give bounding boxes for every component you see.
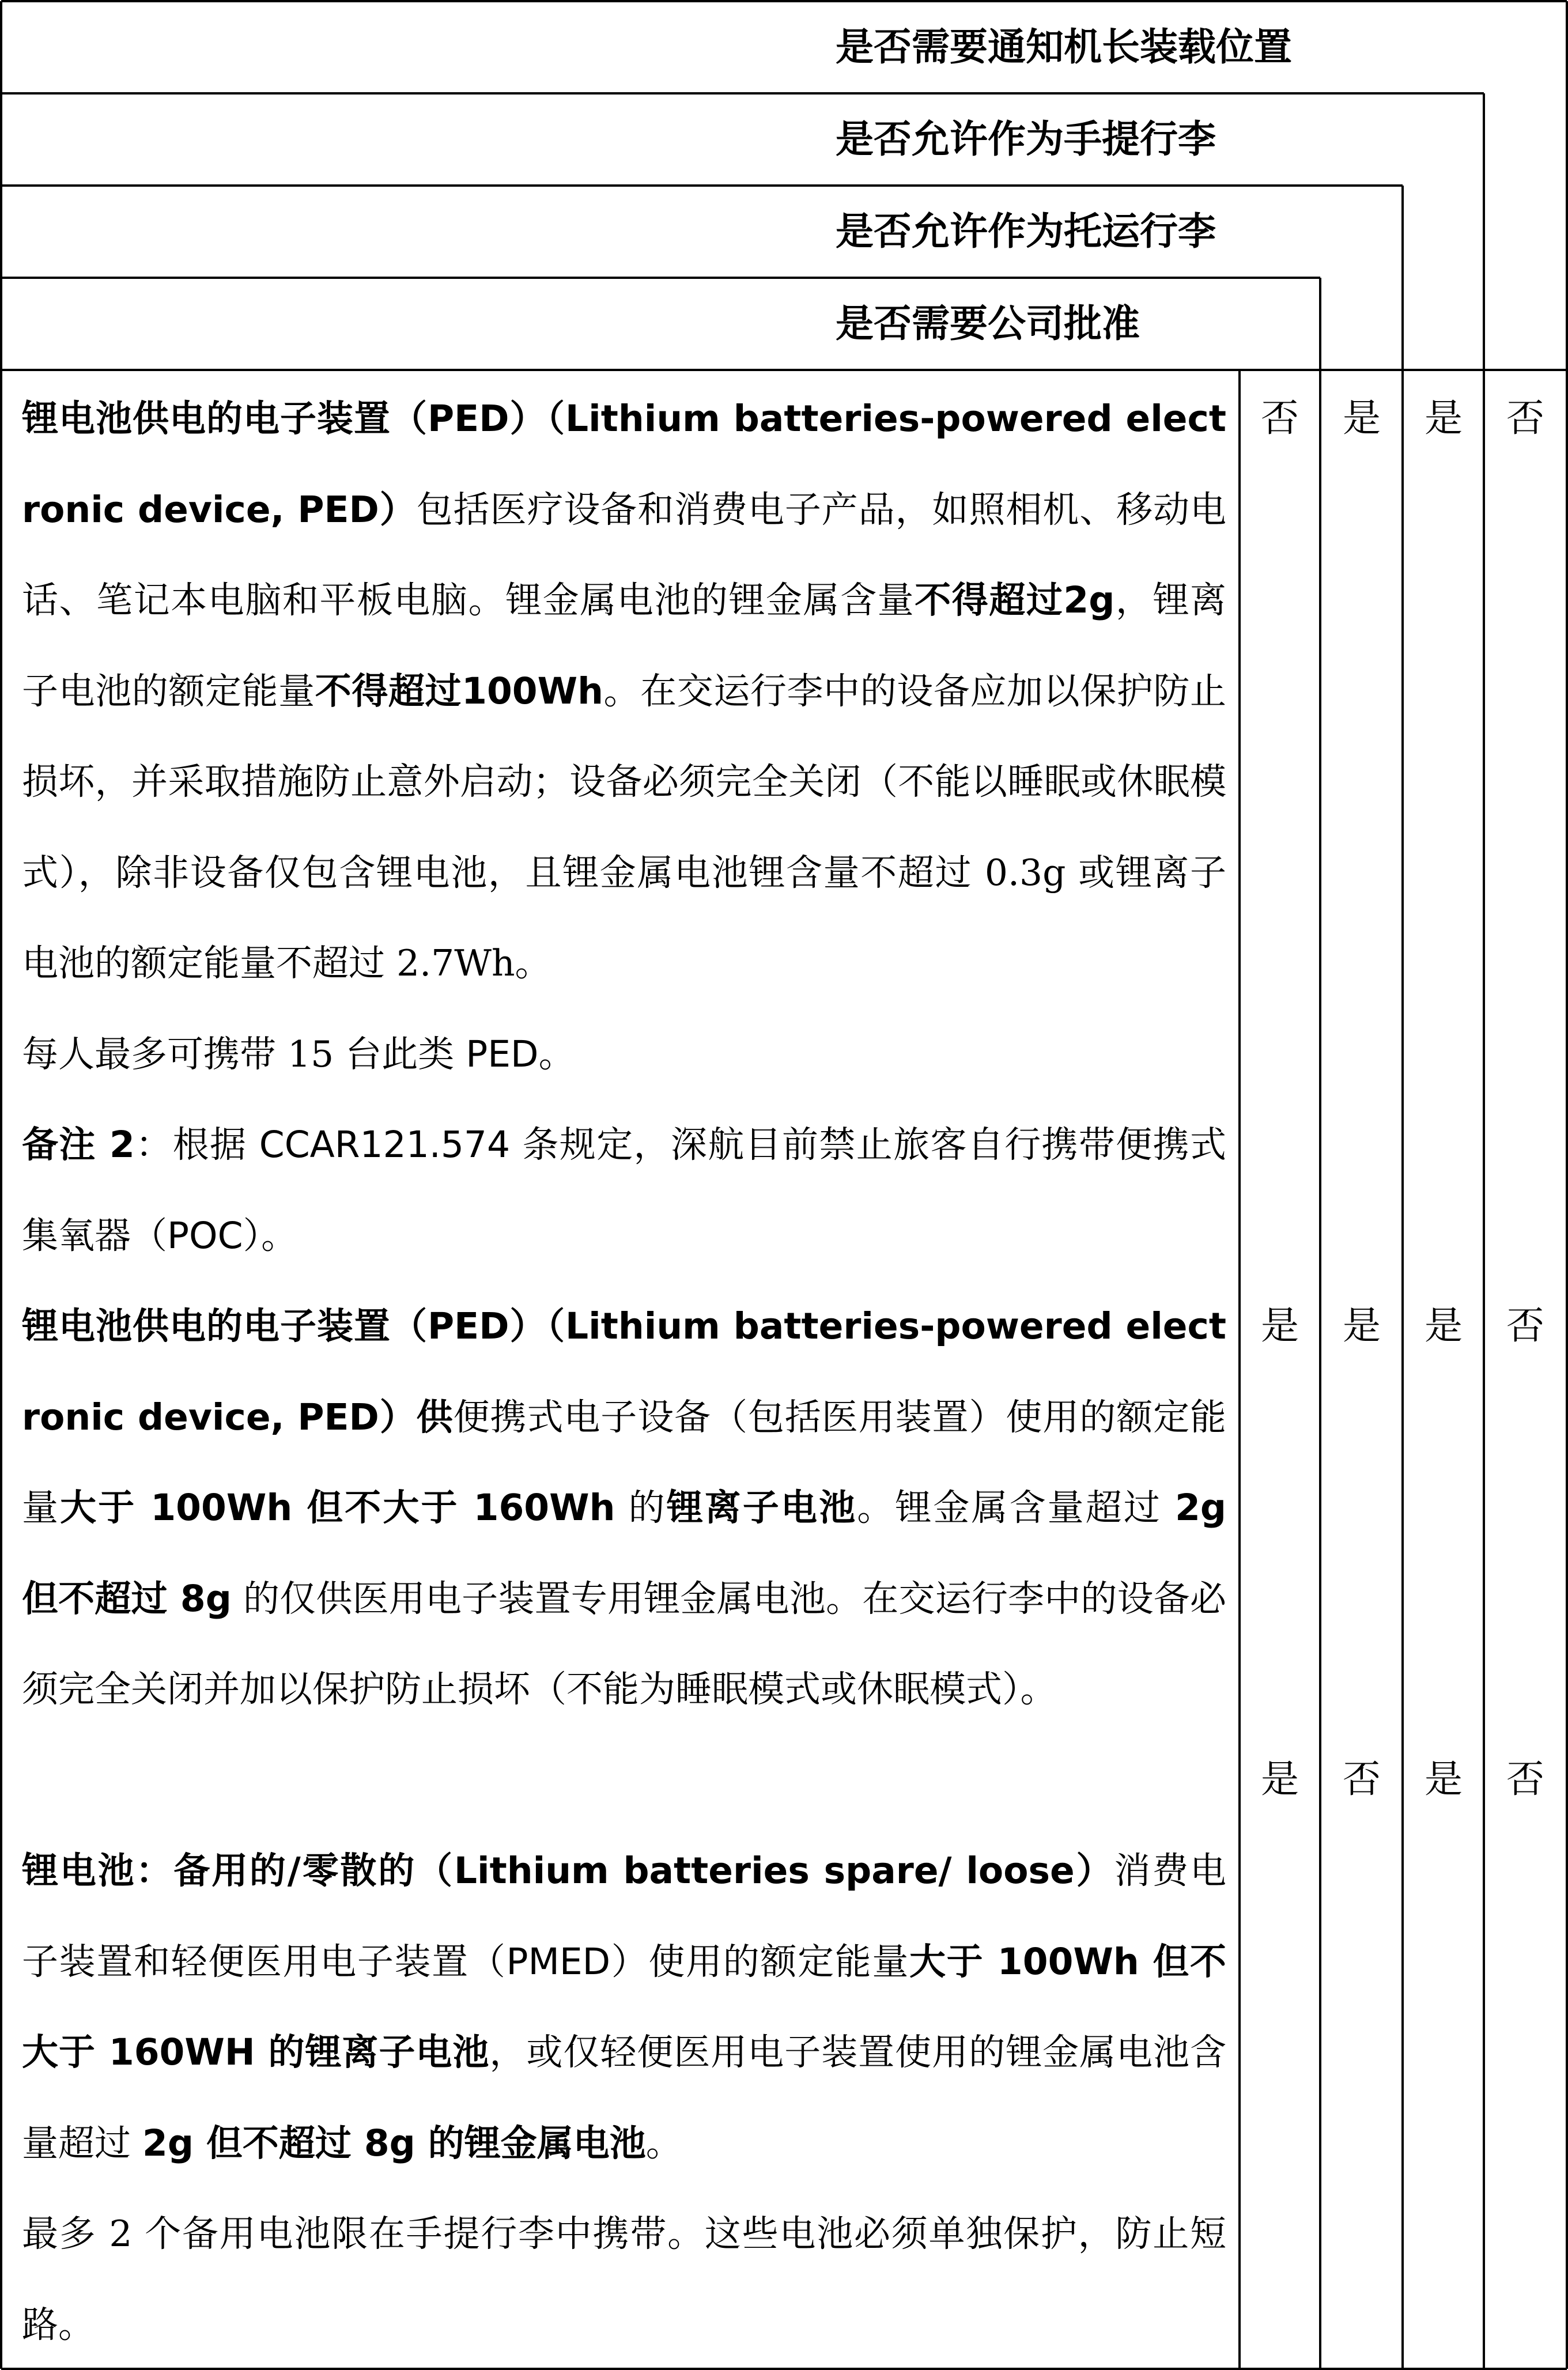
- row-ped-standard-carry-on-value: 是: [1425, 396, 1463, 440]
- header-checked-baggage-label: 是否允许作为托运行李: [836, 209, 1216, 254]
- header-notify-captain-label: 是否需要通知机长装载位置: [836, 25, 1292, 69]
- row-ped-high-capacity-company-approval-value: 是: [1261, 1303, 1299, 1348]
- row-ped-high-capacity-carry-on-value: 是: [1425, 1303, 1463, 1348]
- paragraph: 锂电池：备用的/零散的（Lithium batteries spare/ loose）消费电子装置和轻便医用电子装置（PMED）使用的额定能量大于 100Wh 但不大于 160WH 的锂离子电池，或仅轻便医用电子装置使用的锂金属电池含量超过 2g 但不超过 8g 的锂金属电池。: [22, 1850, 1227, 2164]
- row-spare-batteries-company-approval-value: 是: [1261, 1757, 1299, 1801]
- row-spare-batteries-description: [22, 1825, 1226, 2370]
- paragraph: 每人最多可携带 15 台此类 PED。: [22, 1033, 575, 1075]
- paragraph: 备注 2：根据 CCAR121.574 条规定，深航目前禁止旅客自行携带便携式集氧器（POC）。: [22, 1124, 1226, 1257]
- header-carry-on-label: 是否允许作为手提行李: [836, 117, 1216, 161]
- row-ped-standard-description: [22, 373, 1226, 1281]
- paragraph: 锂电池供电的电子装置（PED）（Lithium batteries-powered electronic device, PED）供便携式电子设备（包括医用装置）使用的额定能量大于 100Wh 但不大于 160Wh 的锂离子电池。锂金属含量超过 2g 但不超过 8g 的仅供医用电子装置专用锂金属电池。在交运行李中的设备必须完全关闭并加以保护防止损坏（不能为睡眠模式或休眠模式）。: [22, 1305, 1227, 1710]
- row-ped-high-capacity-notify-captain-value: 否: [1506, 1303, 1544, 1348]
- row-ped-standard-company-approval-value: 否: [1261, 396, 1299, 440]
- header-company-approval-label: 是否需要公司批准: [836, 301, 1140, 346]
- row-spare-batteries-carry-on-value: 是: [1425, 1757, 1463, 1801]
- row-ped-high-capacity-checked-value: 是: [1343, 1303, 1381, 1348]
- paragraph: 最多 2 个备用电池限在手提行李中携带。这些电池必须单独保护，防止短路。: [22, 2213, 1226, 2346]
- row-spare-batteries-checked-value: 否: [1343, 1757, 1381, 1801]
- paragraph: 锂电池供电的电子装置（PED）（Lithium batteries-powered electronic device, PED）包括医疗设备和消费电子产品，如照相机、移动电话、笔记本电脑和平板电脑。锂金属电池的锂金属含量不得超过2g，锂离子电池的额定能量不得超过100Wh。在交运行李中的设备应加以保护防止损坏，并采取措施防止意外启动；设备必须完全关闭（不能以睡眠或休眠模式），除非设备仅包含锂电池，且锂金属电池锂含量不超过 0.3g 或锂离子电池的额定能量不超过 2.7Wh。: [22, 398, 1227, 984]
- row-ped-standard-checked-value: 是: [1343, 396, 1381, 440]
- row-spare-batteries-notify-captain-value: 否: [1506, 1757, 1544, 1801]
- row-ped-high-capacity-description: [22, 1281, 1226, 1735]
- row-ped-standard-notify-captain-value: 否: [1506, 396, 1544, 440]
